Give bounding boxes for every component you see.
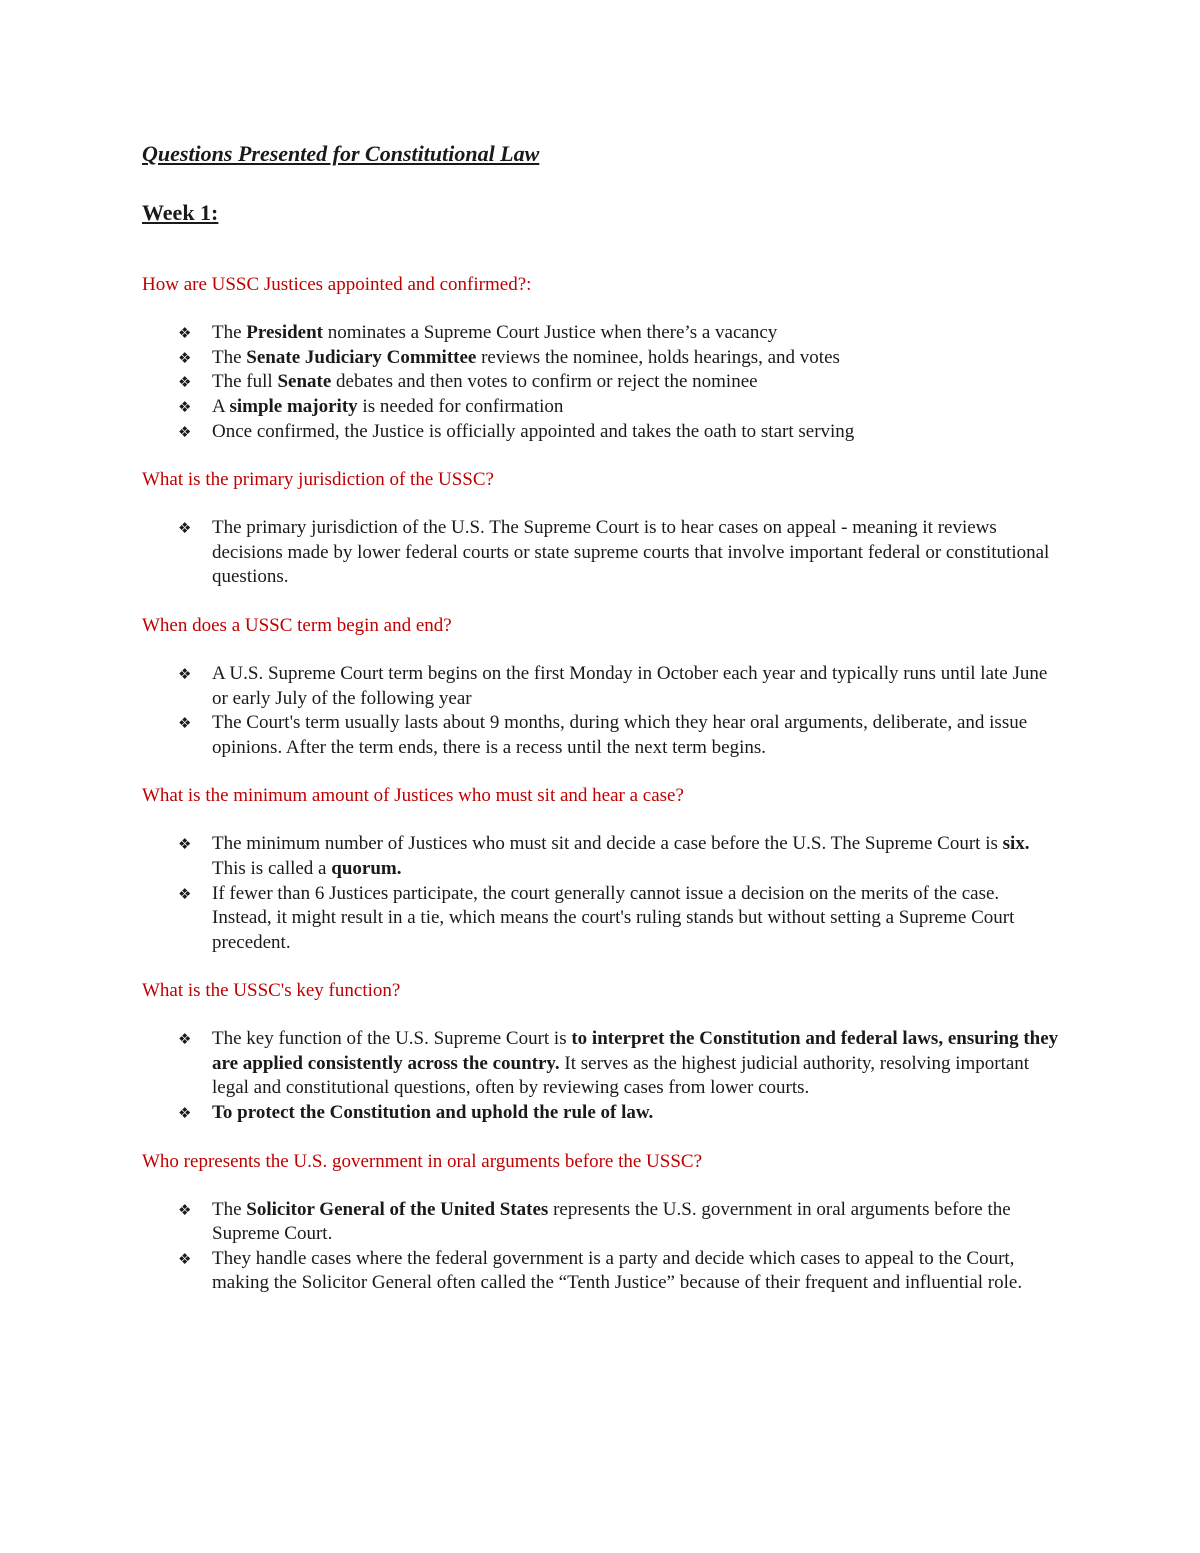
answer-text: The key function of the U.S. Supreme Court is: [212, 1028, 572, 1050]
diamond-bullet-icon: ❖: [178, 664, 192, 683]
week-heading: Week 1:: [142, 199, 219, 225]
answer-list: [142, 321, 1062, 444]
answer-item: [142, 1101, 1062, 1126]
answer-item: [142, 711, 1062, 760]
answer-list: [142, 832, 1062, 955]
diamond-bullet-icon: ❖: [178, 1104, 192, 1123]
diamond-bullet-icon: ❖: [178, 348, 192, 367]
answer-item: [142, 662, 1062, 711]
bold-text: quorum.: [331, 857, 402, 879]
bold-text: simple majority: [229, 395, 358, 417]
answer-text: The: [212, 322, 247, 344]
answer-text: They handle cases where the federal government is a party and decide which cases to appeal to the Court, making the Solicitor General often called the “Tenth Justice” because of their frequent and influential role.: [212, 1247, 1023, 1294]
answer-item: [142, 832, 1062, 881]
bold-text: six.: [1002, 833, 1030, 855]
diamond-bullet-icon: ❖: [178, 1030, 192, 1049]
question-heading: What is the primary jurisdiction of the USSC?: [142, 469, 494, 491]
diamond-bullet-icon: ❖: [178, 422, 192, 441]
answer-text: The full: [212, 371, 278, 393]
answer-text: is needed for confirmation: [357, 395, 564, 417]
bold-text: Solicitor General of the United States: [246, 1198, 549, 1220]
question-heading: What is the minimum amount of Justices who must sit and hear a case?: [142, 785, 684, 807]
answer-item: [142, 346, 1062, 371]
answer-item: [142, 882, 1062, 956]
bold-text: To protect the Constitution and uphold the rule of law.: [212, 1102, 654, 1124]
answer-list: [142, 1027, 1062, 1125]
answer-text: reviews the nominee, holds hearings, and votes: [476, 346, 840, 368]
diamond-bullet-icon: ❖: [178, 835, 192, 854]
bold-text: President: [246, 322, 323, 344]
answer-text: The: [212, 1198, 247, 1220]
question-heading: When does a USSC term begin and end?: [142, 614, 452, 636]
answer-item: [142, 1198, 1062, 1247]
question-heading: What is the USSC's key function?: [142, 980, 401, 1002]
answer-text: The Court's term usually lasts about 9 months, during which they hear oral arguments, deliberate, and issue opinions. After the term ends, there is a recess until the next term begins.: [212, 712, 1028, 758]
bold-text: Senate: [277, 371, 332, 393]
answer-text: debates and then votes to confirm or reject the nominee: [331, 371, 758, 393]
answer-list: [142, 662, 1062, 760]
diamond-bullet-icon: ❖: [178, 884, 192, 903]
answer-text: If fewer than 6 Justices participate, the court generally cannot issue a decision on the merits of the case. Instead, it might result in a tie, which means the court's ruling stands but without setting a Supreme Court precedent.: [212, 882, 1015, 953]
diamond-bullet-icon: ❖: [178, 1200, 192, 1219]
diamond-bullet-icon: ❖: [178, 1249, 192, 1268]
answer-item: [142, 321, 1062, 346]
question-heading: Who represents the U.S. government in oral arguments before the USSC?: [142, 1150, 703, 1172]
answer-item: [142, 420, 1062, 445]
diamond-bullet-icon: ❖: [178, 324, 192, 343]
answer-text: The primary jurisdiction of the U.S. The Supreme Court is to hear cases on appeal - meaning it reviews decisions made by lower federal courts or state supreme courts that involve important federal or constitutional questions.: [212, 517, 1050, 588]
answer-text: Once confirmed, the Justice is officially appointed and takes the oath to start serving: [212, 420, 855, 442]
answer-text: The: [212, 346, 247, 368]
answer-text: represents the U.S. government in oral arguments before the Supreme Court.: [212, 1198, 1011, 1245]
answer-text: The minimum number of Justices who must sit and decide a case before the U.S. The Supreme Court is: [212, 833, 1003, 855]
answer-text: It serves as the highest judicial authority, resolving important legal and constitutional questions, often by reviewing cases from lower courts.: [212, 1052, 1030, 1099]
diamond-bullet-icon: ❖: [178, 714, 192, 733]
answer-item: [142, 516, 1062, 590]
bold-text: Senate Judiciary Committee: [246, 346, 477, 368]
document-title: Questions Presented for Constitutional Law: [142, 141, 540, 166]
answer-list: [142, 516, 1062, 590]
answer-item: [142, 395, 1062, 420]
bold-text: to interpret the Constitution and federal laws, ensuring they are applied consistently across the country.: [212, 1028, 1059, 1074]
answer-item: [142, 1247, 1062, 1296]
document-page: [142, 140, 1062, 1320]
diamond-bullet-icon: ❖: [178, 397, 192, 416]
answer-text: A: [212, 395, 230, 417]
answer-text: nominates a Supreme Court Justice when there’s a vacancy: [323, 322, 778, 344]
answer-item: [142, 1027, 1062, 1101]
answer-text: A U.S. Supreme Court term begins on the first Monday in October each year and typically runs until late June or early July of the following year: [212, 662, 1048, 709]
sections-container: [142, 273, 1062, 1296]
answer-list: [142, 1198, 1062, 1296]
answer-item: [142, 370, 1062, 395]
answer-text: This is called a: [212, 857, 332, 879]
question-heading: How are USSC Justices appointed and confirmed?:: [142, 274, 532, 296]
diamond-bullet-icon: ❖: [178, 519, 192, 538]
diamond-bullet-icon: ❖: [178, 373, 192, 392]
